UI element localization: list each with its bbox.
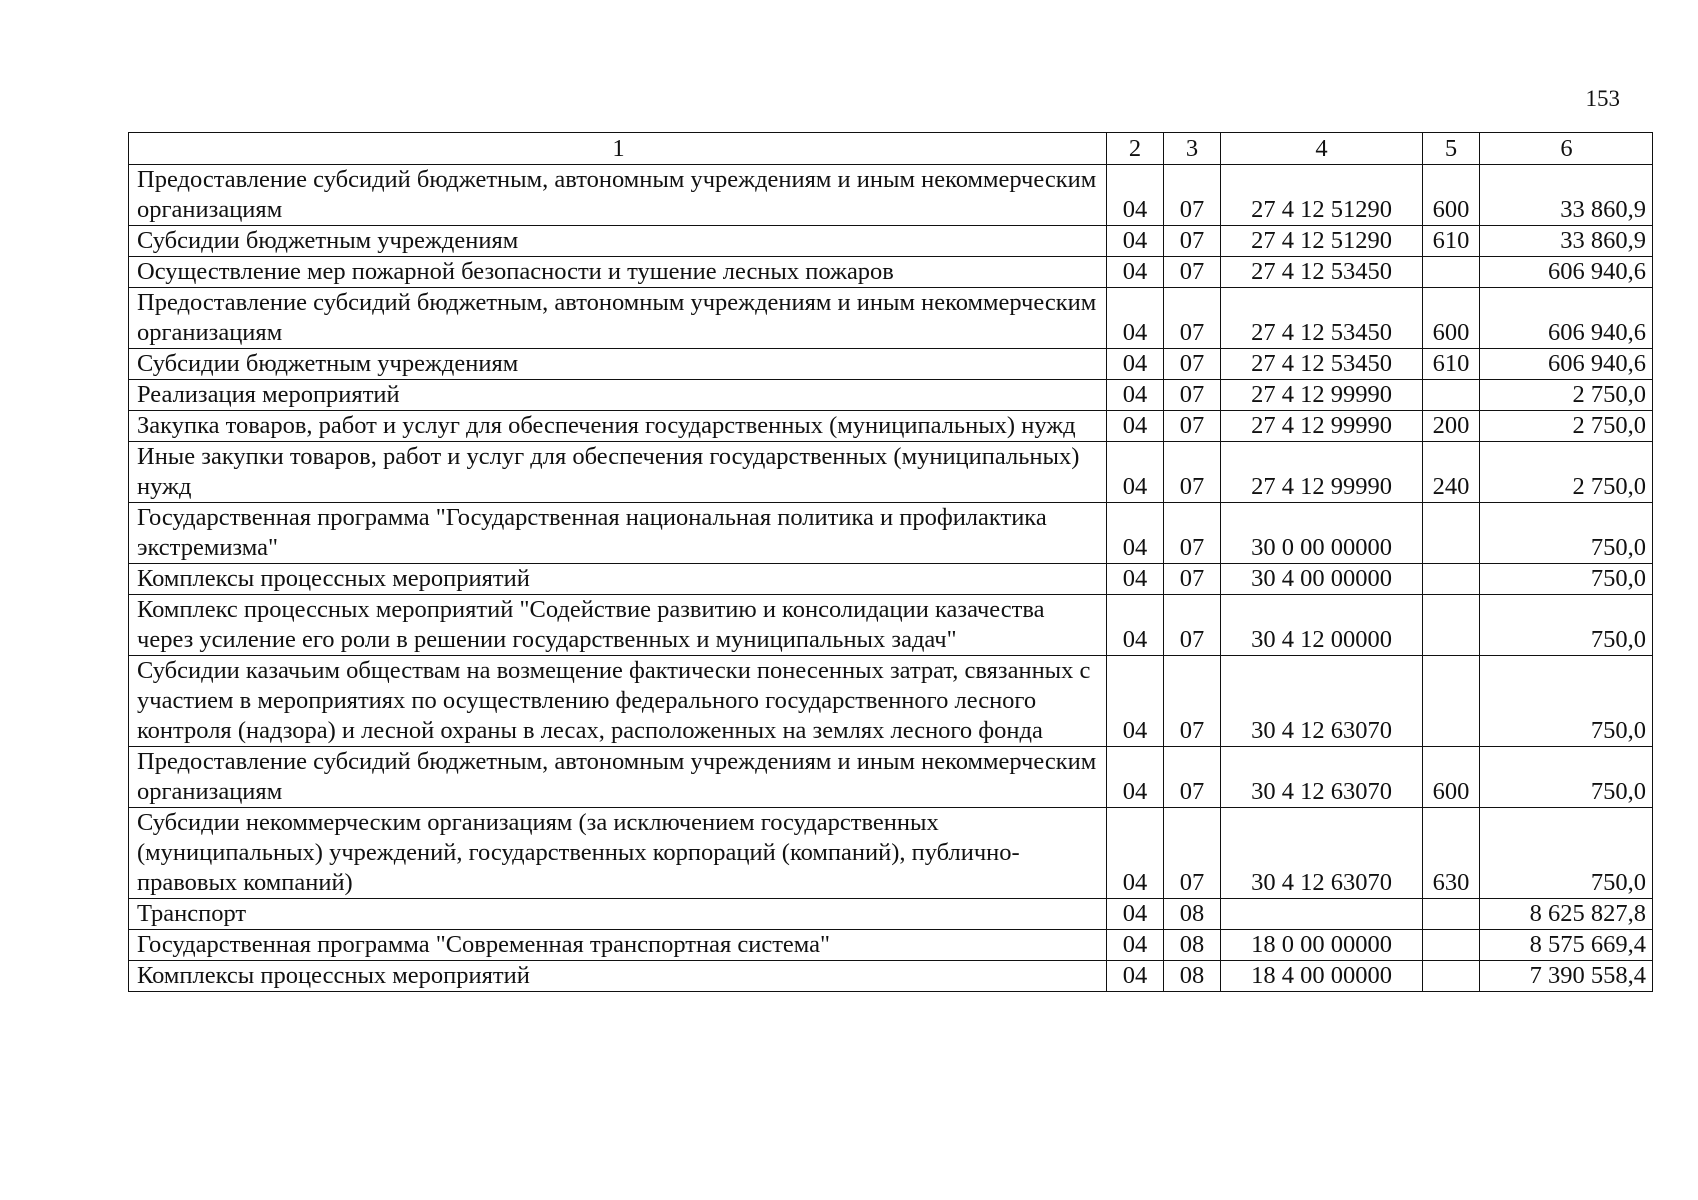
cell-target-article: 27 4 12 99990 xyxy=(1221,411,1423,442)
cell-subsection: 07 xyxy=(1164,288,1221,349)
cell-name: Предоставление субсидий бюджетным, автономным учреждениям и иным некоммерческим организациям xyxy=(129,165,1107,226)
cell-name: Государственная программа "Государственная национальная политика и профилактика экстремизма" xyxy=(129,503,1107,564)
table-row xyxy=(129,930,1653,961)
cell-subsection: 07 xyxy=(1164,747,1221,808)
table-row xyxy=(129,961,1653,992)
cell-section: 04 xyxy=(1107,442,1164,503)
header-row xyxy=(129,133,1653,165)
cell-amount: 8 625 827,8 xyxy=(1480,899,1653,930)
cell-name: Государственная программа "Современная транспортная система" xyxy=(129,930,1107,961)
cell-target-article: 18 4 00 00000 xyxy=(1221,961,1423,992)
cell-name: Предоставление субсидий бюджетным, автономным учреждениям и иным некоммерческим организациям xyxy=(129,288,1107,349)
cell-subsection: 07 xyxy=(1164,380,1221,411)
cell-section: 04 xyxy=(1107,564,1164,595)
cell-expense-type: 610 xyxy=(1423,349,1480,380)
cell-section: 04 xyxy=(1107,930,1164,961)
table-row xyxy=(129,349,1653,380)
cell-expense-type: 600 xyxy=(1423,165,1480,226)
cell-section: 04 xyxy=(1107,899,1164,930)
cell-subsection: 08 xyxy=(1164,961,1221,992)
column-header-1: 1 xyxy=(129,133,1107,165)
cell-section: 04 xyxy=(1107,380,1164,411)
cell-subsection: 07 xyxy=(1164,808,1221,899)
cell-name: Комплексы процессных мероприятий xyxy=(129,564,1107,595)
table-row xyxy=(129,165,1653,226)
cell-section: 04 xyxy=(1107,226,1164,257)
cell-amount: 8 575 669,4 xyxy=(1480,930,1653,961)
cell-expense-type xyxy=(1423,257,1480,288)
table-row xyxy=(129,503,1653,564)
cell-amount: 2 750,0 xyxy=(1480,411,1653,442)
cell-name: Осуществление мер пожарной безопасности и тушение лесных пожаров xyxy=(129,257,1107,288)
cell-amount: 750,0 xyxy=(1480,503,1653,564)
cell-expense-type xyxy=(1423,961,1480,992)
table-row xyxy=(129,899,1653,930)
cell-name: Комплекс процессных мероприятий "Содействие развитию и консолидации казачества через усиление его роли в решении государственных и муниципальных задач" xyxy=(129,595,1107,656)
table-row xyxy=(129,656,1653,747)
cell-target-article: 27 4 12 99990 xyxy=(1221,380,1423,411)
cell-amount: 606 940,6 xyxy=(1480,257,1653,288)
column-header-2: 2 xyxy=(1107,133,1164,165)
cell-amount: 750,0 xyxy=(1480,747,1653,808)
cell-target-article: 27 4 12 53450 xyxy=(1221,257,1423,288)
cell-target-article xyxy=(1221,899,1423,930)
cell-expense-type: 240 xyxy=(1423,442,1480,503)
cell-name: Реализация мероприятий xyxy=(129,380,1107,411)
cell-section: 04 xyxy=(1107,656,1164,747)
cell-name: Транспорт xyxy=(129,899,1107,930)
cell-expense-type xyxy=(1423,656,1480,747)
cell-subsection: 07 xyxy=(1164,442,1221,503)
table-row xyxy=(129,411,1653,442)
budget-table xyxy=(128,132,1653,992)
cell-subsection: 07 xyxy=(1164,257,1221,288)
cell-section: 04 xyxy=(1107,961,1164,992)
cell-subsection: 07 xyxy=(1164,503,1221,564)
table-row xyxy=(129,442,1653,503)
cell-expense-type xyxy=(1423,899,1480,930)
cell-name: Субсидии казачьим обществам на возмещение фактически понесенных затрат, связанных с участием в мероприятиях по осуществлению федерального государственного лесного контроля (надзора) и лесной охраны в лесах, расположенных на землях лесного фонда xyxy=(129,656,1107,747)
cell-expense-type: 630 xyxy=(1423,808,1480,899)
cell-subsection: 07 xyxy=(1164,226,1221,257)
table-row xyxy=(129,226,1653,257)
cell-expense-type xyxy=(1423,380,1480,411)
cell-expense-type: 610 xyxy=(1423,226,1480,257)
cell-name: Субсидии некоммерческим организациям (за исключением государственных (муниципальных) учреждений, государственных корпораций (компаний), публично-правовых компаний) xyxy=(129,808,1107,899)
cell-expense-type: 200 xyxy=(1423,411,1480,442)
cell-amount: 750,0 xyxy=(1480,808,1653,899)
table-row xyxy=(129,595,1653,656)
cell-expense-type xyxy=(1423,503,1480,564)
cell-expense-type xyxy=(1423,930,1480,961)
cell-section: 04 xyxy=(1107,411,1164,442)
cell-name: Субсидии бюджетным учреждениям xyxy=(129,349,1107,380)
cell-subsection: 07 xyxy=(1164,595,1221,656)
cell-section: 04 xyxy=(1107,349,1164,380)
cell-amount: 33 860,9 xyxy=(1480,226,1653,257)
cell-amount: 750,0 xyxy=(1480,595,1653,656)
cell-subsection: 07 xyxy=(1164,656,1221,747)
column-header-3: 3 xyxy=(1164,133,1221,165)
cell-subsection: 07 xyxy=(1164,349,1221,380)
cell-section: 04 xyxy=(1107,503,1164,564)
cell-target-article: 30 0 00 00000 xyxy=(1221,503,1423,564)
table-row xyxy=(129,288,1653,349)
cell-name: Комплексы процессных мероприятий xyxy=(129,961,1107,992)
cell-target-article: 30 4 00 00000 xyxy=(1221,564,1423,595)
cell-name: Иные закупки товаров, работ и услуг для обеспечения государственных (муниципальных) нужд xyxy=(129,442,1107,503)
cell-amount: 33 860,9 xyxy=(1480,165,1653,226)
cell-amount: 606 940,6 xyxy=(1480,288,1653,349)
table-row xyxy=(129,257,1653,288)
table-body xyxy=(129,133,1653,992)
cell-target-article: 30 4 12 63070 xyxy=(1221,808,1423,899)
cell-name: Субсидии бюджетным учреждениям xyxy=(129,226,1107,257)
cell-target-article: 27 4 12 53450 xyxy=(1221,349,1423,380)
cell-subsection: 08 xyxy=(1164,930,1221,961)
cell-target-article: 27 4 12 53450 xyxy=(1221,288,1423,349)
page-number: 153 xyxy=(1585,86,1620,111)
cell-target-article: 27 4 12 99990 xyxy=(1221,442,1423,503)
cell-amount: 750,0 xyxy=(1480,564,1653,595)
table-row xyxy=(129,808,1653,899)
table-row xyxy=(129,380,1653,411)
cell-section: 04 xyxy=(1107,747,1164,808)
cell-amount: 2 750,0 xyxy=(1480,380,1653,411)
cell-target-article: 18 0 00 00000 xyxy=(1221,930,1423,961)
cell-name: Предоставление субсидий бюджетным, автономным учреждениям и иным некоммерческим организациям xyxy=(129,747,1107,808)
cell-section: 04 xyxy=(1107,808,1164,899)
table-row xyxy=(129,747,1653,808)
cell-subsection: 08 xyxy=(1164,899,1221,930)
cell-name: Закупка товаров, работ и услуг для обеспечения государственных (муниципальных) нужд xyxy=(129,411,1107,442)
cell-amount: 606 940,6 xyxy=(1480,349,1653,380)
cell-subsection: 07 xyxy=(1164,165,1221,226)
cell-target-article: 30 4 12 63070 xyxy=(1221,747,1423,808)
cell-section: 04 xyxy=(1107,595,1164,656)
cell-expense-type xyxy=(1423,595,1480,656)
column-header-5: 5 xyxy=(1423,133,1480,165)
cell-amount: 7 390 558,4 xyxy=(1480,961,1653,992)
cell-section: 04 xyxy=(1107,257,1164,288)
cell-subsection: 07 xyxy=(1164,564,1221,595)
cell-target-article: 27 4 12 51290 xyxy=(1221,165,1423,226)
cell-section: 04 xyxy=(1107,288,1164,349)
cell-subsection: 07 xyxy=(1164,411,1221,442)
table-row xyxy=(129,564,1653,595)
cell-target-article: 27 4 12 51290 xyxy=(1221,226,1423,257)
column-header-4: 4 xyxy=(1221,133,1423,165)
cell-expense-type: 600 xyxy=(1423,288,1480,349)
cell-target-article: 30 4 12 63070 xyxy=(1221,656,1423,747)
column-header-6: 6 xyxy=(1480,133,1653,165)
cell-section: 04 xyxy=(1107,165,1164,226)
cell-amount: 750,0 xyxy=(1480,656,1653,747)
cell-target-article: 30 4 12 00000 xyxy=(1221,595,1423,656)
cell-amount: 2 750,0 xyxy=(1480,442,1653,503)
cell-expense-type: 600 xyxy=(1423,747,1480,808)
cell-expense-type xyxy=(1423,564,1480,595)
